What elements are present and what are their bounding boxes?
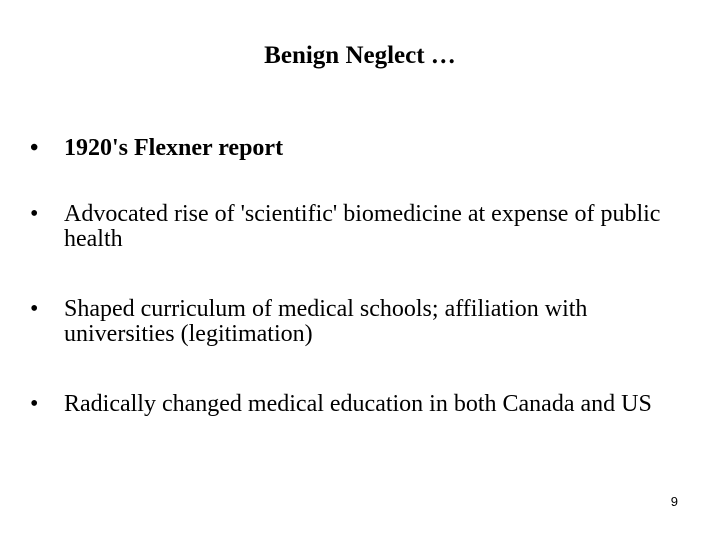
bullet-item	[30, 136, 670, 161]
bullet-item	[30, 202, 670, 252]
bullet-text: Advocated rise of 'scientific' biomedicine at expense of public health	[64, 201, 661, 252]
bullet-item	[30, 392, 670, 417]
bullet-icon: •	[30, 296, 39, 322]
page-number: 9	[670, 494, 678, 509]
bullet-icon: •	[30, 391, 39, 417]
slide-title: Benign Neglect …	[264, 42, 456, 69]
bullet-text: 1920's Flexner report	[64, 135, 284, 161]
bullet-text: Shaped curriculum of medical schools; affiliation with universities (legitimation)	[64, 296, 588, 347]
bullet-item	[30, 297, 670, 347]
bullet-icon: •	[30, 135, 39, 161]
bullet-icon: •	[30, 201, 39, 227]
bullet-text: Radically changed medical education in both Canada and US	[64, 391, 652, 417]
